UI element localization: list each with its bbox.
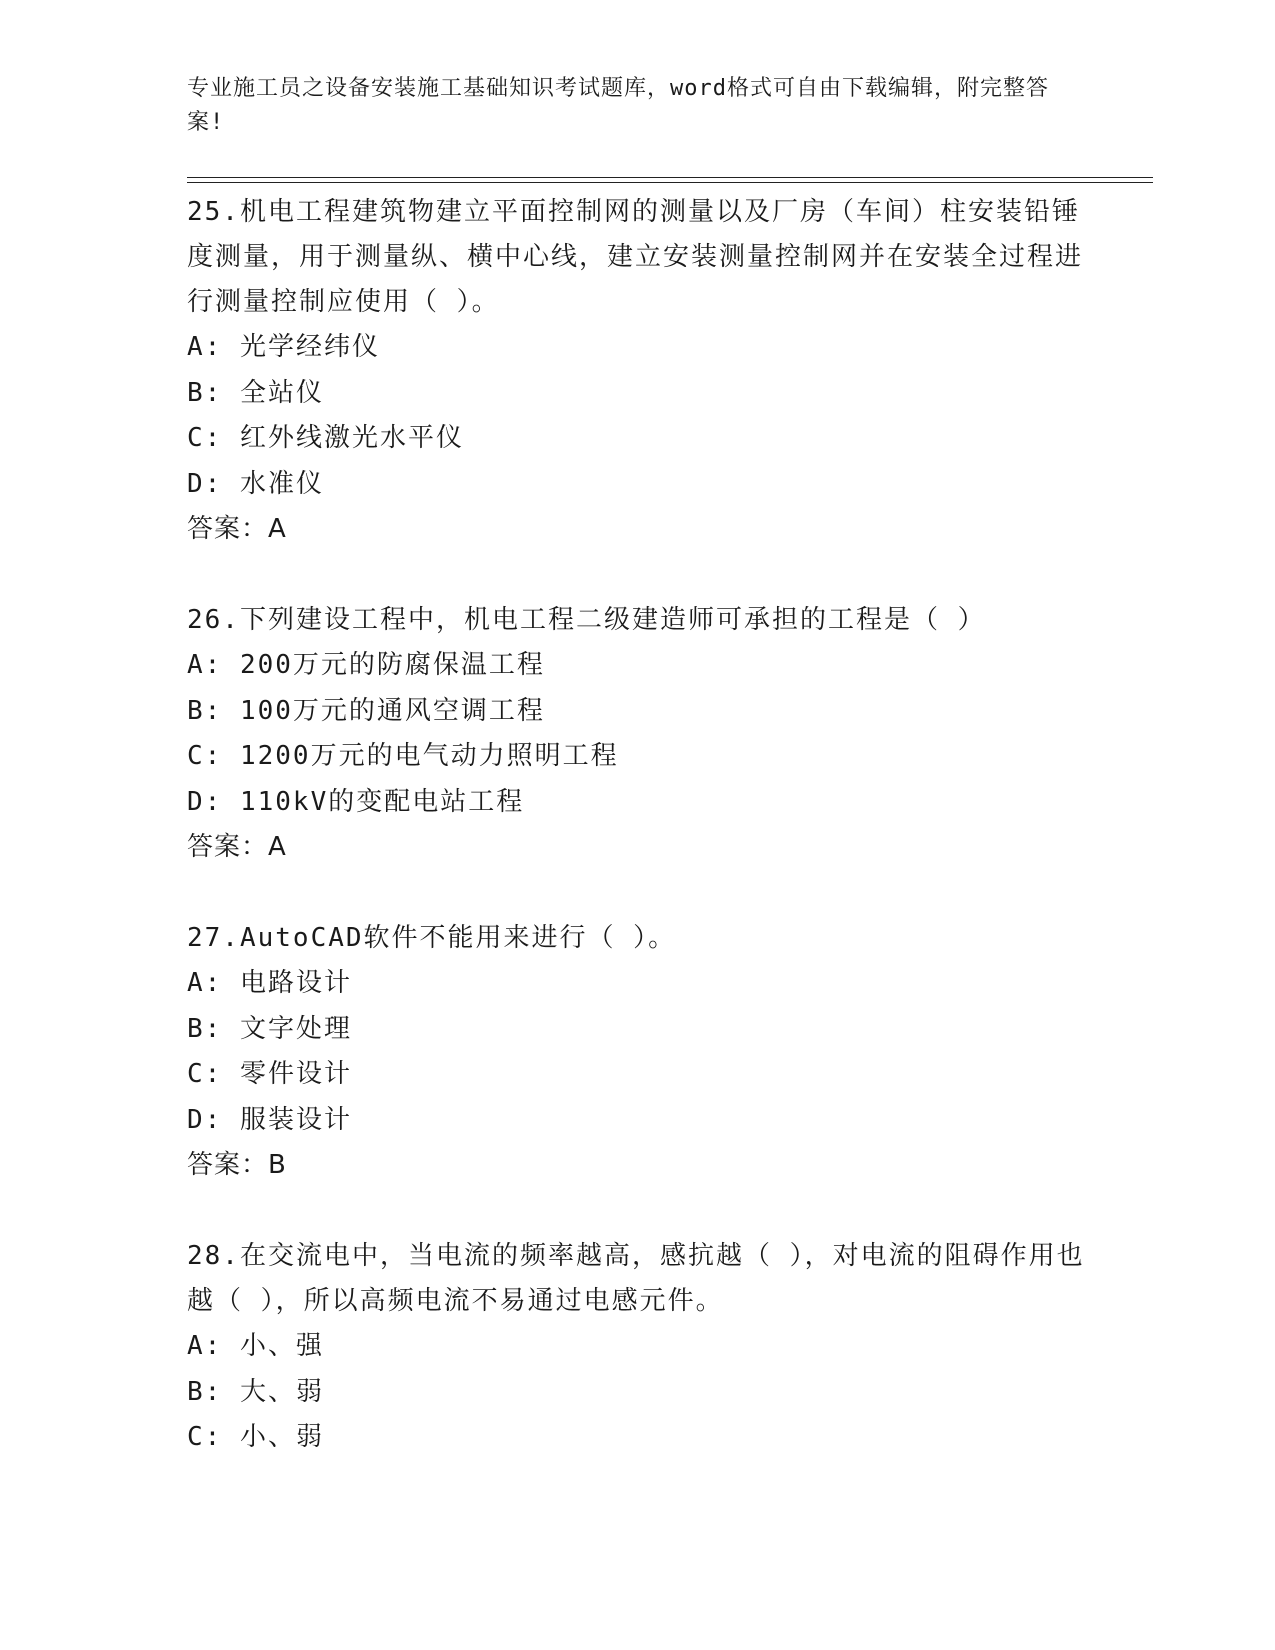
answer-line: 答案：A (187, 832, 287, 862)
option-b: B: 全站仪 (187, 377, 324, 408)
answer-line: 答案：B (187, 1150, 287, 1180)
header-divider-top (187, 177, 1153, 178)
question-list (187, 190, 1087, 1507)
question-stem: 25.机电工程建筑物建立平面控制网的测量以及厂房（车间）柱安装铅锤度测量，用于测量纵、横中心线，建立安装测量控制网并在安装全过程进行测量控制应使用（ ）。 (187, 197, 1084, 317)
option-c: C: 红外线激光水平仪 (187, 423, 464, 453)
option-a: A: 小、强 (187, 1331, 324, 1361)
header-divider-bottom (187, 182, 1153, 183)
document-header: 专业施工员之设备安装施工基础知识考试题库，word格式可自由下载编辑，附完整答案! (187, 76, 1049, 135)
option-d: D: 110kV的变配电站工程 (187, 786, 525, 817)
option-b: B: 大、弱 (187, 1376, 324, 1407)
option-c: C: 零件设计 (187, 1059, 352, 1089)
option-a: A: 200万元的防腐保温工程 (187, 650, 545, 680)
option-b: B: 100万元的通风空调工程 (187, 695, 545, 726)
option-d: D: 水准仪 (187, 468, 324, 499)
question-27 (187, 916, 1087, 1188)
question-stem: 27.AutoCAD软件不能用来进行（ ）。 (187, 923, 677, 953)
question-stem: 28.在交流电中，当电流的频率越高，感抗越（ ），对电流的阻碍作用也越（ ），所以高频电流不易通过电感元件。 (187, 1241, 1085, 1316)
answer-line: 答案：A (187, 514, 287, 544)
option-b: B: 文字处理 (187, 1013, 352, 1044)
question-26 (187, 598, 1087, 870)
option-c: C: 小、弱 (187, 1422, 324, 1452)
option-a: A: 电路设计 (187, 968, 352, 998)
option-c: C: 1200万元的电气动力照明工程 (187, 741, 619, 771)
option-a: A: 光学经纬仪 (187, 332, 380, 362)
question-25 (187, 190, 1087, 552)
question-28 (187, 1234, 1087, 1461)
option-d: D: 服装设计 (187, 1104, 352, 1135)
question-stem: 26.下列建设工程中，机电工程二级建造师可承担的工程是（ ） (187, 605, 986, 635)
